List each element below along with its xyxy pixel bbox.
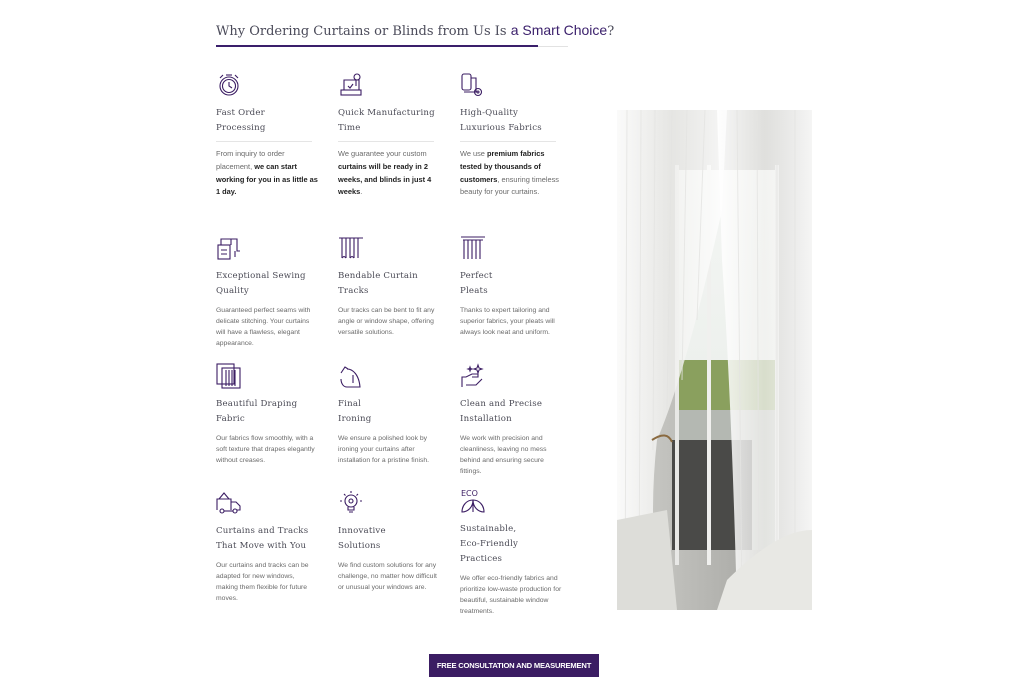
fabric-roll-icon — [460, 72, 486, 98]
feature-innovative-solutions — [338, 490, 440, 593]
curtains-photo-illustration — [617, 110, 812, 610]
lightbulb-icon — [338, 490, 364, 516]
feature-description: Our curtains and tracks can be adapted for new windows, making them flexible for future moves. — [216, 562, 309, 602]
feature-title: Curtains and Tracks That Move with You — [216, 526, 309, 551]
feature-description: We use premium fabrics tested by thousands of customers, ensuring timeless beauty for your curtains. — [460, 149, 560, 197]
free-consultation-button[interactable]: FREE CONSULTATION AND MEASUREMENT — [429, 654, 599, 677]
curtain-track-icon — [338, 235, 364, 261]
feature-description: Thanks to expert tailoring and superior fabrics, your pleats will always look neat and uniform. — [460, 307, 555, 336]
feature-description: We offer eco-friendly fabrics and prioritize low-waste production for beautiful, sustainable window treatments. — [460, 575, 562, 615]
feature-description: We guarantee your custom curtains will be ready in 2 weeks, and blinds in just 4 weeks. — [338, 149, 432, 197]
feature-fast-order — [216, 72, 318, 199]
feature-title: Quick Manufacturing Time — [338, 108, 435, 133]
feature-title: Clean and Precise Installation — [460, 399, 543, 424]
feature-high-quality-fabrics — [460, 72, 562, 199]
feature-description: Guaranteed perfect seams with delicate stitching. Your curtains will have a flawless, elegant appearance. — [216, 307, 311, 347]
heading-text: Why Ordering Curtains or Blinds from Us Is — [216, 24, 511, 39]
feature-title: Sustainable, Eco-Friendly Practices — [460, 524, 519, 564]
heading-underline-accent — [216, 45, 538, 47]
feature-bendable-tracks — [338, 235, 440, 338]
feature-title: Fast Order Processing — [216, 108, 266, 133]
eco-leaf-icon — [460, 488, 486, 514]
section-heading — [216, 22, 614, 39]
feature-description: We ensure a polished look by ironing your curtains after installation for a pristine finish. — [338, 435, 430, 464]
sewing-icon — [216, 235, 242, 261]
feature-title: Bendable Curtain Tracks — [338, 271, 418, 296]
feature-description: We find custom solutions for any challenge, no matter how difficult or unusual your windows are. — [338, 562, 437, 591]
svg-text:ECO: ECO — [461, 489, 478, 498]
feature-sewing-quality — [216, 235, 318, 349]
pleats-icon — [460, 235, 486, 261]
feature-description: Our tracks can be bent to fit any angle or window shape, offering versatile solutions. — [338, 307, 435, 336]
feature-move-with-you — [216, 490, 318, 604]
feature-description: Our fabrics flow smoothly, with a soft texture that drapes elegantly without creases. — [216, 435, 315, 464]
feature-description: From inquiry to order placement, we can start working for you in as little as 1 day. — [216, 149, 318, 197]
feature-divider — [216, 141, 312, 142]
sewing-machine-icon — [338, 72, 364, 98]
feature-divider — [460, 141, 556, 142]
feature-clean-installation — [460, 363, 562, 477]
moving-truck-icon — [216, 490, 242, 516]
heading-accent: a Smart Choice — [510, 22, 608, 38]
feature-quick-manufacturing — [338, 72, 440, 199]
feature-divider — [338, 141, 434, 142]
feature-title: High-Quality Luxurious Fabrics — [460, 108, 542, 133]
feature-title: Beautiful Draping Fabric — [216, 399, 298, 424]
curtains-photo — [617, 110, 812, 610]
heading-underline — [216, 46, 568, 47]
feature-title: Exceptional Sewing Quality — [216, 271, 306, 296]
feature-title: Innovative Solutions — [338, 526, 386, 551]
iron-icon — [338, 363, 364, 389]
clock-icon — [216, 72, 242, 98]
feature-eco-friendly — [460, 488, 562, 617]
clean-hand-icon — [460, 363, 486, 389]
feature-perfect-pleats — [460, 235, 562, 338]
heading-suffix: ? — [607, 24, 615, 39]
feature-final-ironing — [338, 363, 440, 466]
feature-description: We work with precision and cleanliness, leaving no mess behind and ensuring secure fittings. — [460, 435, 547, 475]
feature-title: Perfect Pleats — [460, 271, 493, 296]
draped-fabric-icon — [216, 363, 242, 389]
feature-draping-fabric — [216, 363, 318, 466]
feature-title: Final Ironing — [338, 399, 372, 424]
